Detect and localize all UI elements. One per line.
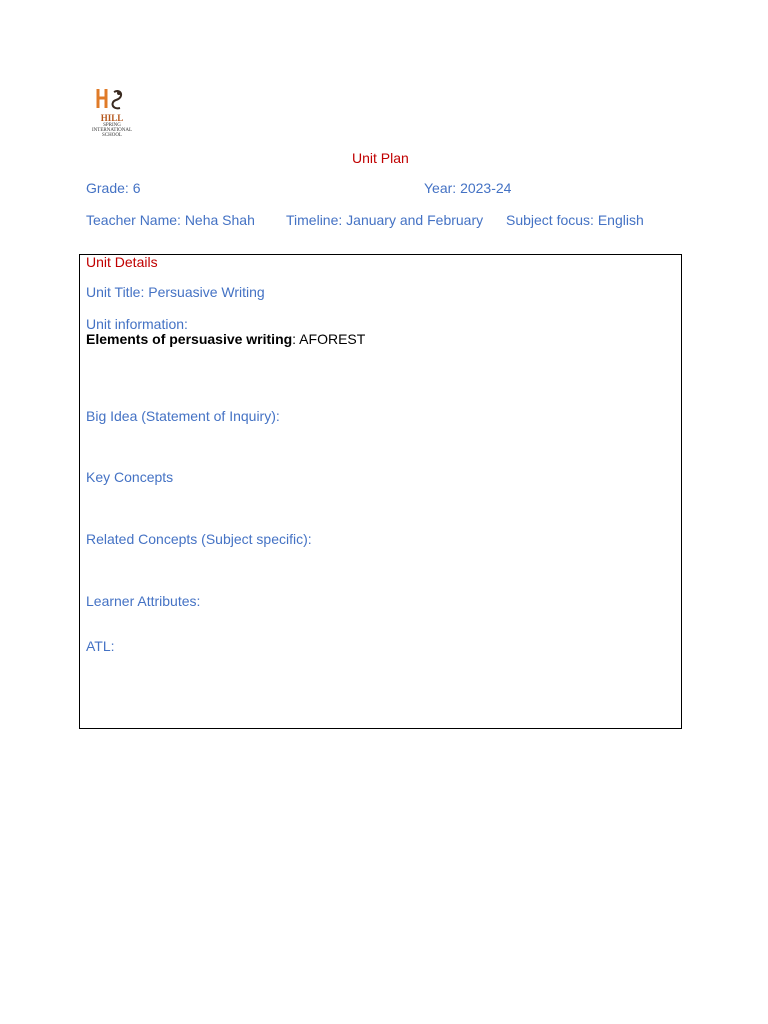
key-concepts-label: Key Concepts	[86, 469, 174, 485]
elements-bold-text: Elements of persuasive writing	[86, 331, 293, 347]
related-concepts-label: Related Concepts (Subject specific):	[86, 531, 312, 547]
timeline: Timeline: January and February	[286, 212, 484, 228]
logo-text-hill: HILL	[100, 113, 124, 123]
elements-rest-text: : AFOREST	[292, 331, 366, 347]
learner-attributes-label: Learner Attributes:	[86, 593, 201, 609]
school-logo	[86, 86, 138, 140]
big-idea-label: Big Idea (Statement of Inquiry):	[86, 408, 280, 424]
page-title: Unit Plan	[352, 150, 409, 166]
teacher-name: Teacher Name: Neha Shah	[86, 212, 255, 228]
logo-text-school: SCHOOL	[101, 133, 122, 138]
logo-text-spring: SPRING	[103, 123, 121, 128]
unit-title: Unit Title: Persuasive Writing	[86, 284, 265, 300]
unit-information-label: Unit information:	[86, 316, 188, 332]
year-label: Year: 2023-24	[424, 180, 512, 196]
elements-line	[86, 331, 365, 347]
atl-label: ATL:	[86, 638, 115, 654]
logo-text-international: INTERNATIONAL	[92, 128, 132, 133]
subject-focus: Subject focus: English	[506, 212, 644, 228]
logo-monogram-icon	[92, 86, 128, 116]
grade-label: Grade: 6	[86, 180, 141, 196]
unit-details-heading: Unit Details	[86, 254, 158, 270]
